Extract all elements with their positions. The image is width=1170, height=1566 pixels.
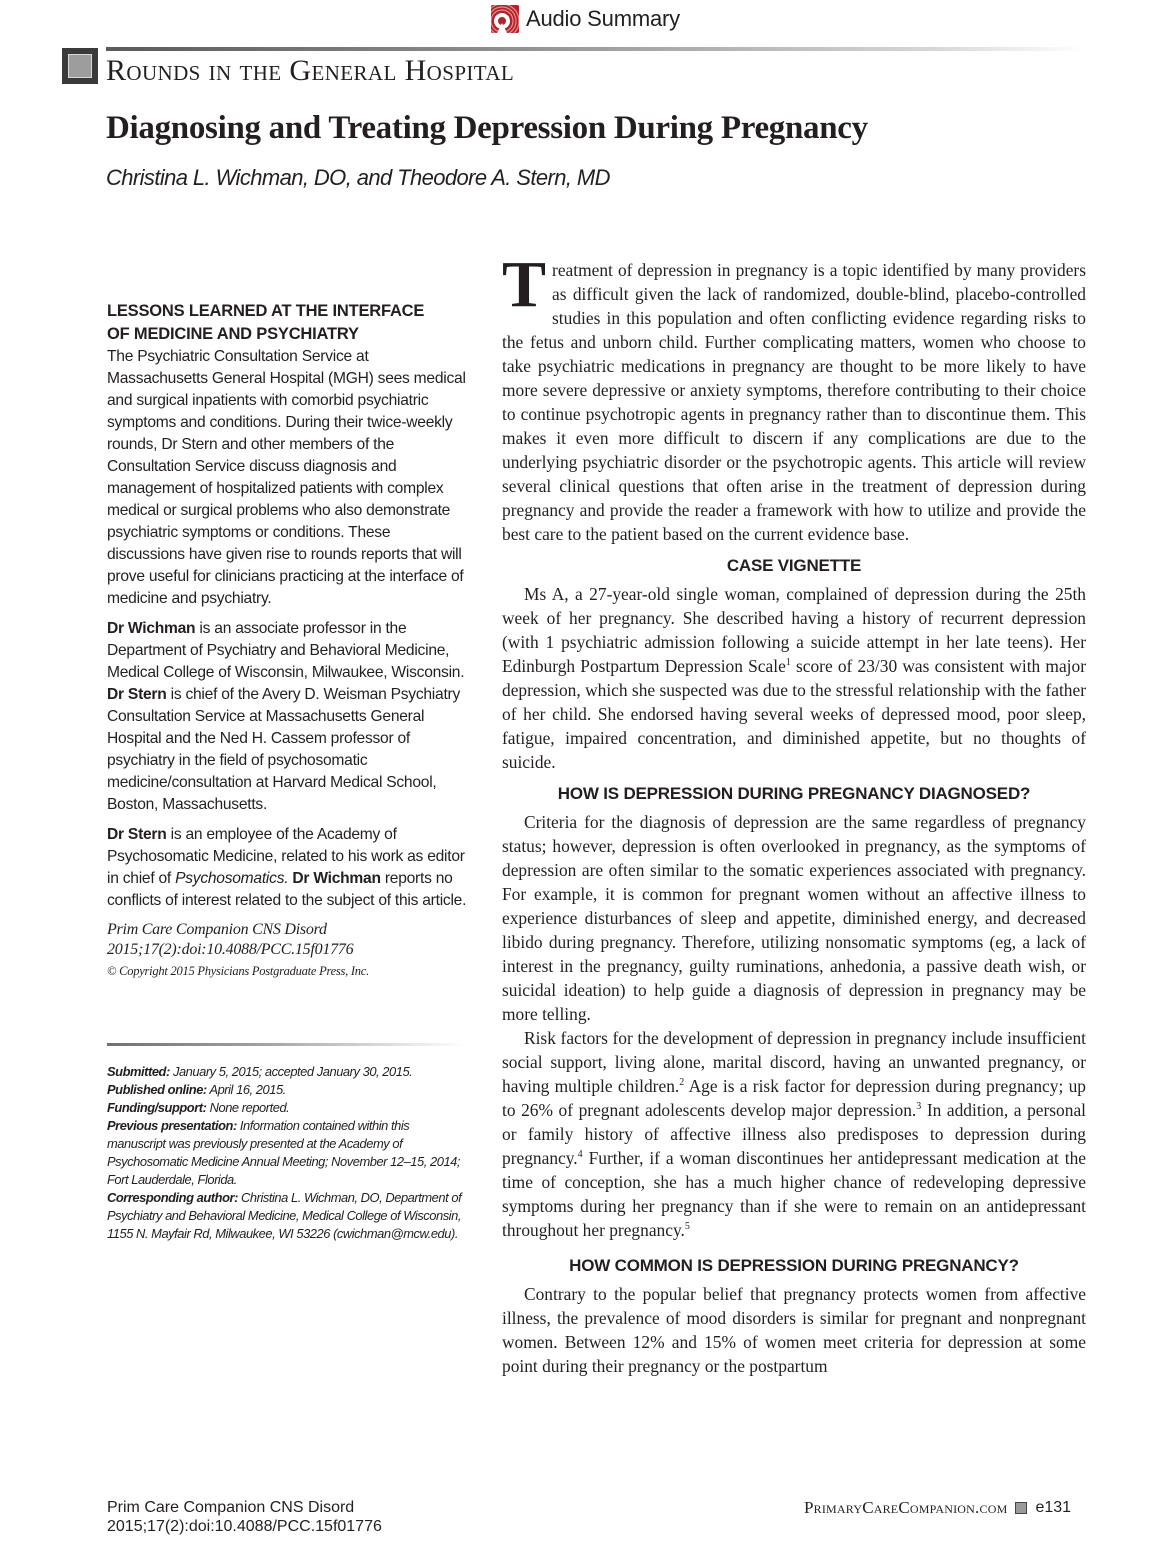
heading-prevalence: HOW COMMON IS DEPRESSION DURING PREGNANCY? (569, 1256, 1019, 1275)
meta-value: April 16, 2015. (206, 1082, 286, 1097)
meta-label: Funding/support: (107, 1100, 207, 1115)
sidebar-heading-line2: OF MEDICINE AND PSYCHIATRY (107, 325, 359, 343)
reference-5[interactable]: 5 (684, 1221, 690, 1233)
meta-published (107, 1081, 469, 1099)
meta-value: January 5, 2015; accepted January 30, 2015. (169, 1064, 413, 1079)
bio-text-wichman: is an associate professor in the Department of Psychiatry and Behavioral Medicine, Medical College of Wisconsin, Milwaukee, Wisconsin. (107, 620, 465, 681)
footer-square-icon (1015, 1502, 1027, 1514)
disclosure (107, 824, 469, 912)
author-bios (107, 618, 469, 816)
reference-4[interactable]: 4 (577, 1149, 583, 1161)
disclosure-text-wichman: reports no conflicts of interest related to the subject of this article. (107, 870, 467, 909)
meta-label: Previous presentation: (107, 1118, 237, 1133)
risk-text: Further, if a woman discontinues her antidepressant medication at the time of conception, she has a much higher chance of redeveloping depressive symptoms during her pregnancy than if she were to remain on an antidepressant throughout her pregnancy. (502, 1148, 1086, 1240)
heading-diagnosis: HOW IS DEPRESSION DURING PREGNANCY DIAGNOSED? (557, 784, 1031, 803)
intro-text: reatment of depression in pregnancy is a topic identified by many providers as difficult given the lack of randomized, double-blind, placebo-controlled studies in this population and often conflicting evidence regarding risks to the fetus and unborn child. Further complicating matters, women who choose to take psychiatric medications in pregnancy are thought to be more likely to have more severe depressive or anxiety symptoms, therefore contributing to their choice to continue psychotropic agents in pregnancy rather than to discontinue them. This makes it even more difficult to discern if any complications are due to the underlying psychiatric disorder or the psychotropic agents. This article will review several clinical questions that often arise in the treatment of depression during pregnancy and provide the reader a framework with how to utilize and provide the best care to the patient based on the current evidence base. (502, 260, 1086, 544)
article-authors: Christina L. Wichman, DO, and Theodore A. Stern, MD (106, 165, 610, 190)
case-text: score of 23/30 was consistent with major depression, which she suspected was due to the stressful relationship with the father of her child. She endorsed having several weeks of depressed mood, poor sleep, fatigue, impaired concentration, and diminished appetite, but no thoughts of suicide. (502, 656, 1086, 772)
audio-summary-link[interactable] (491, 4, 680, 34)
sidebar-heading (107, 300, 469, 346)
copyright: © Copyright 2015 Physicians Postgraduate Press, Inc. (107, 964, 369, 978)
disclosure-name-stern: Dr Stern (107, 826, 167, 843)
prevalence-paragraph: Contrary to the popular belief that pregnancy protects women from affective illness, the prevalence of mood disorders is similar for pregnant and nonpregnant women. Between 12% and 15% of women meet criteria for depression at some point during their pregnancy or the postpartum (502, 1284, 1086, 1376)
citation-line2: 2015;17(2):doi:10.4088/PCC.15f01776 (107, 941, 354, 958)
meta-label: Corresponding author: (107, 1190, 238, 1205)
risk-text: In addition, a personal or family history of affective illness also predisposes to depression during pregnancy. (502, 1100, 1087, 1168)
risk-paragraph (502, 1026, 1086, 1242)
sidebar (107, 300, 469, 980)
diagnosis-paragraph: Criteria for the diagnosis of depression are the same regardless of pregnancy status; however, depression is often overlooked in pregnancy, as the symptoms of depression are often similar to the somatic experiences associated with pregnancy. For example, it is common for pregnant women without an affective illness to experience disturbances of sleep and appetite, diminished energy, and decreased libido during pregnancy. Therefore, utilizing nonsomatic symptoms (eg, a lack of interest in the pregnancy, guilty ruminations, anhedonia, a passive death wish, or suicidal ideation) to help guide a diagnosis of depression in pregnancy may be more telling. (502, 812, 1086, 1024)
page-number: e131 (1035, 1499, 1072, 1516)
meta-value: Christina L. Wichman, DO, Department of Psychiatry and Behavioral Medicine, Medical College of Wisconsin, 1155 N. Mayfair Rd, Milwaukee, WI 53226 (cwichman@mcw.edu). (107, 1190, 462, 1241)
risk-text: Risk factors for the development of depression in pregnancy include insufficient social support, living alone, marital discord, having an unwanted pregnancy, or having multiple children. (502, 1028, 1086, 1096)
bio-text-stern: is chief of the Avery D. Weisman Psychiatry Consultation Service at Massachusetts General Hospital and the Ned H. Cassem professor of psychiatry in the field of psychosomatic medicine/consultation at Harvard Medical School, Boston, Massachusetts. (107, 686, 461, 813)
meta-label: Published online: (107, 1082, 207, 1097)
meta-submitted (107, 1063, 469, 1081)
audio-summary-label: Audio Summary (526, 6, 680, 31)
section-rule (106, 47, 1086, 51)
article-title: Diagnosing and Treating Depression During Pregnancy (106, 110, 868, 146)
bio-name-wichman: Dr Wichman (107, 620, 196, 637)
sidebar-citation (107, 920, 469, 960)
meta-corresponding (107, 1189, 469, 1243)
intro-paragraph (502, 248, 1086, 546)
meta-presentation (107, 1117, 469, 1189)
publication-metadata (107, 1063, 469, 1243)
main-column (502, 248, 1087, 1378)
case-text: Ms A, a 27-year-old single woman, complained of depression during the 25th week of her pregnancy. She described having a history of recurrent depression (with 1 psychiatric admission following a suicide attempt in her late teens). Her Edinburgh Postpartum Depression Scale (502, 584, 1086, 676)
footer-doi: 2015;17(2):doi:10.4088/PCC.15f01776 (107, 1518, 382, 1535)
risk-text: Age is a risk factor for depression during pregnancy; up to 26% of pregnant adolescents develop major depression. (502, 1076, 1086, 1120)
disclosure-text-stern: is an employee of the Academy of Psychosomatic Medicine, related to his work as editor in chief of (107, 826, 465, 887)
sidebar-heading-line1: LESSONS LEARNED AT THE INTERFACE (107, 302, 425, 320)
sidebar-divider (107, 1043, 467, 1046)
meta-funding (107, 1099, 469, 1117)
footer-journal: Prim Care Companion CNS Disord (107, 1499, 355, 1516)
disclosure-name-wichman: Dr Wichman (288, 870, 381, 887)
bio-name-stern: Dr Stern (107, 686, 167, 703)
section-square-icon (62, 48, 98, 84)
disclosure-journal: Psychosomatics. (175, 870, 289, 887)
reference-2[interactable]: 2 (679, 1077, 685, 1089)
footer-site-link[interactable]: PrimaryCareCompanion.com (804, 1498, 1008, 1517)
heading-case-vignette: CASE VIGNETTE (726, 556, 862, 575)
footer-right (804, 1498, 1071, 1518)
drop-cap: T (502, 248, 547, 321)
reference-3[interactable]: 3 (916, 1101, 922, 1113)
section-title: Rounds in the General Hospital (106, 54, 515, 87)
citation-line1: Prim Care Companion CNS Disord (107, 921, 327, 938)
reference-1[interactable]: 1 (785, 657, 791, 669)
case-paragraph (502, 582, 1086, 774)
meta-value: None reported. (206, 1100, 290, 1115)
footer-citation (107, 1498, 382, 1536)
meta-label: Submitted: (107, 1064, 170, 1079)
sidebar-intro: The Psychiatric Consultation Service at Massachusetts General Hospital (MGH) sees medical and surgical inpatients with comorbid psychiatric symptoms and conditions. During their twice-weekly rounds, Dr Stern and other members of the Consultation Service discuss diagnosis and management of hospitalized patients with complex medical or surgical problems who also demonstrate psychiatric symptoms or conditions. These discussions have given rise to rounds reports that will prove useful for clinicians practicing at the interface of medicine and psychiatry. (107, 348, 466, 607)
audio-broadcast-icon (491, 5, 519, 33)
meta-value: Information contained within this manuscript was previously presented at the Academy of Psychosomatic Medicine Annual Meeting; November 12–15, 2014; Fort Lauderdale, Florida. (107, 1118, 461, 1187)
